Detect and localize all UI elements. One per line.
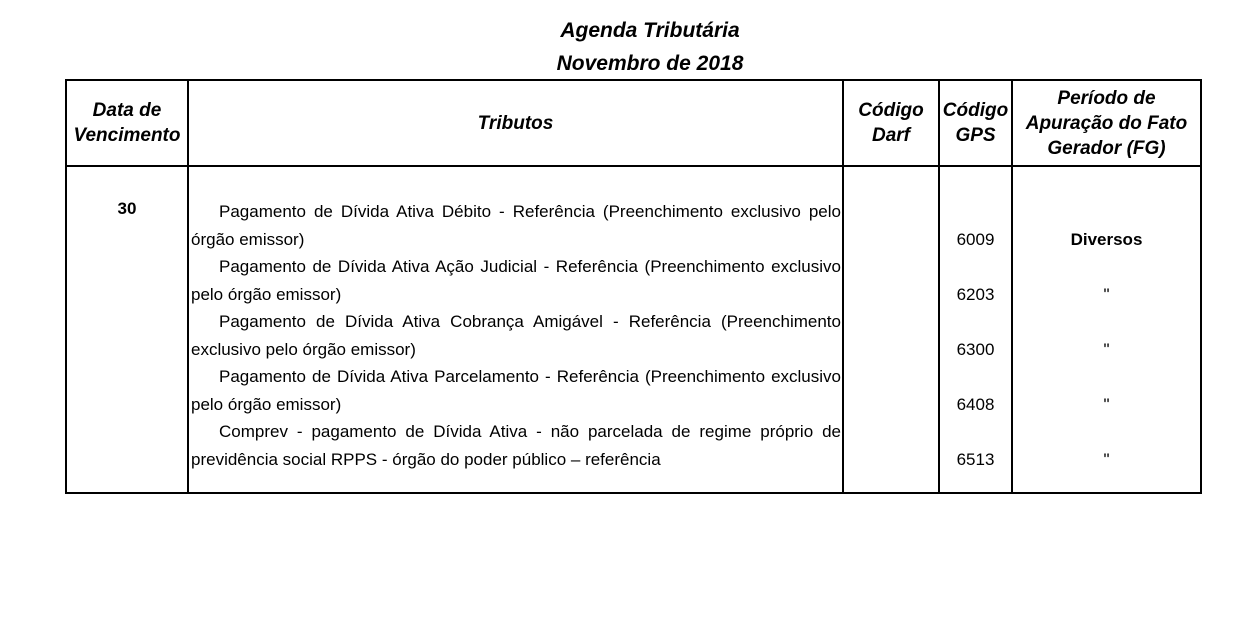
header-date: Data de Vencimento	[66, 80, 188, 166]
header-periodo: Período de Apuração do Fato Gerador (FG)	[1012, 80, 1201, 166]
tributos-cell	[188, 166, 843, 493]
periodo-value: Diversos	[1070, 229, 1143, 249]
header-gps: Código GPS	[939, 80, 1012, 166]
gps-cell	[939, 166, 1012, 493]
header-darf: Código Darf	[843, 80, 939, 166]
tributo-item: Comprev - pagamento de Dívida Ativa - não parcelada de regime próprio de previdência social RPPS - órgão do poder público – referência	[191, 422, 841, 469]
header-tributos: Tributos	[188, 80, 843, 166]
title-line-2: Novembro de 2018	[556, 52, 744, 75]
gps-code: 6009	[956, 229, 995, 249]
periodo-ditto: "	[1103, 394, 1110, 414]
tributo-item: Pagamento de Dívida Ativa Ação Judicial - Referência (Preenchimento exclusivo pelo órgão emissor)	[191, 257, 841, 304]
periodo-cell	[1012, 166, 1201, 493]
tributo-item: Pagamento de Dívida Ativa Parcelamento - Referência (Preenchimento exclusivo pelo órgão emissor)	[191, 367, 841, 414]
due-date: 30	[117, 199, 137, 218]
table-body-row	[66, 166, 1201, 493]
gps-code: 6203	[956, 284, 995, 304]
due-date-cell	[66, 166, 188, 493]
gps-code: 6300	[956, 339, 995, 359]
tributo-item: Pagamento de Dívida Ativa Cobrança Amigável - Referência (Preenchimento exclusivo pelo órgão emissor)	[191, 312, 841, 359]
periodo-ditto: "	[1103, 284, 1110, 304]
title-line-1: Agenda Tributária	[560, 19, 740, 42]
periodo-ditto: "	[1103, 449, 1110, 469]
darf-cell	[843, 166, 939, 493]
periodo-ditto: "	[1103, 339, 1110, 359]
document-title	[0, 14, 1239, 80]
tax-agenda-table	[65, 79, 1202, 494]
gps-code: 6513	[956, 449, 995, 469]
gps-code: 6408	[956, 394, 995, 414]
tributo-item: Pagamento de Dívida Ativa Débito - Referência (Preenchimento exclusivo pelo órgão emissor)	[191, 202, 841, 249]
table-header-row	[66, 80, 1201, 166]
